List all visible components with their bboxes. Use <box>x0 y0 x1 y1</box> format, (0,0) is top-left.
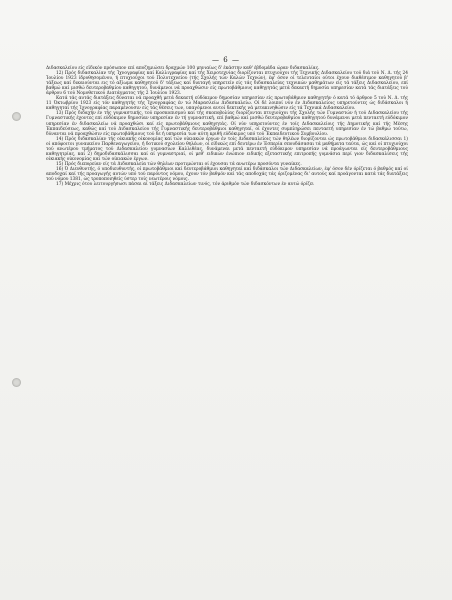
paragraph: Κατά τάς αυτάς διατάξεις δύναται νά προαχθή μετά δεκαετή εύδόκιμον δημοσίαν υπηρεσίαν είς πρωτοβάθμιον καθηγητήν ό κατά τό άρθρον 5 τού Ν. Δ. τής 11 Όκτωβρίου 1923 είς τόν καθηγητής τής Ίχνογραφίας έν τώ Μαρασλείω Διδασκαλείω. Οί δέ λοιποί νύν έν Διδασκαλείοις υπηρετούντες ώς διδάσκαλοι ή καθηγηταί τής Ίχνογραφίας παραμένουσιν είς τάς θέσεις των, υπαγόμενοι αυτοί δεκτικής νά μετακινηθώσιν είς τά Τεχνικά Διδασκαλείου. <box>46 96 408 112</box>
paragraph: 15) Πρός διεπορείαν είς τά Διδασκαλεία τών θηλέων προτιμώνται οί έχουσαι τά ανωτέρω προσόντα γυναίκες. <box>56 161 302 167</box>
paragraph: 16) Ό Διευθυντής, ό υποδιευθυντής, οί πρωτοβάθμιοι καί δευτεροβάθμιοι καθηγηταί καί διδάσκαλοι τών Διδασκαλείων, έφ' όσον δέν όρίζεται ό βαθμός καί οί αποδοχαί καί τής προαγωγής αυτών υπό τού παρόντος νόμου, έχουν τόν βαθμόν καί τάς αποδοχάς τάς όριζομένας δι' αυτούς καί προάγονται κατά τάς διατάξεις τού νόμου 1381, ώς τροποποιηθείς ύστερ τοίς νεωτέροις νόμοις. <box>46 166 408 183</box>
punch-hole <box>12 378 21 387</box>
punch-hole <box>12 112 21 121</box>
paragraph: 14) Πρός διδασκαλίαν τής οίκιακής οίκονομίας καί τών οίκιακών έργων έν τοίς Διδασκαλείοις τών θηλέων διορίζονται ώς πρωτοβάθμιοι διδασκάλισσαι 1) οί απόφοιτοι γυναικείου Παρθεναγωγείου, ή δοτικού σχολείου θηλέων, οί είδικώς επί δευτέρω έν Έσπερία σπουδάσασαι τά μαθήματα ταύτα, ώς καί οί πτυχιούχοι τού ανωτέρου τμήματος τού Διδασκαλείου γυμνασίων Καλλιθέας, δυνάμεναι μετά πενταετή εύδόκιμον υπηρεσίαν νά προάγωνται είς δευτεροβάθμιους καθηγητρίας, καί 2) δημοδιδασκάλισσαι καί αί γυμναστριαί, οί μεθ' ειδικών ένώπιον ειδικής εξεταστικής επιτροπής γυμνάσια περί γιον διδασκαλίσεις τής οίκιακής οίκονομίας καί τών οίκιακών έργων. <box>46 136 408 162</box>
paragraph: Διδασκαλείου είς εϊδικόν πρόσωπον επί αποζημιώσει δραχμών 100 μηνιαίως δ' έκάστην καθ' έβδομάδα ώραν διδασκαλίας. <box>46 66 320 71</box>
page-number: — 6 — <box>212 56 240 64</box>
document-body <box>46 66 408 187</box>
paragraph: 12) Πρός διδασκαλίαν τής Ίχνογραφίας καί Καλλιγραφίας καί τής Χειροτεχνίας διορίζονται πτυχιούχοι τής Τεχνικής Διδασκαλείου τού διά τού Ν. Δ. τής 24 Ίουλίου 1923 ίδρυθησομένου, ή πτυχιούχοι τού Πολυτεχνείου (τής Σχολής τών Καλών Τεχνών), έφ' όσον οί τελευταίοι ούτοι έχουν διαθέσιμον καθηγητού β' τάξεως καί δικαιούνται εις τό αξίωμα καθηγητού δ' τάξεως καί διαταγή υπηρετείν είς τάς διδασκαλείας τεχνικών μαθημάτων είς τά τάξεις Διδασκαλείου, επί βαθμώ καί μισθώ δευτεροβαθμίου καθηγητού, δυνάμενοι νά προαχθώσιν είς πρωτοβάθμιους καθηγητάς μετά δεκαετή δημοσία υπηρεσίαν κατά τάς διατάξεις τού άρθρου 6 τού Νομοθετικού Διατάγματος τής 2 Ίουλίου 1923. <box>46 71 408 97</box>
paragraph: 17) Μέχρις ότου λειτουργήσωσι πάσαι αί τάξεις Διδασκαλείων τινός, τόν άριθμόν τών διδασκόντων έν αυτώ όρίζει <box>56 182 314 188</box>
paragraph: 13) Πρός διδαχήν έν τής γυμναστικής, τού προσκοπισμού καί τής σκοποβολίας διορίζονται πτυχιούχοι τής Σχολής τών Γυμναστών ή τού Διδασκαλείου τής Γυμναστικής έχοντες επί εύδόκιμον δημοσίαν υπηρεσίαν έν τή γυμναστική, επί βαθμώ καί μισθώ δευτεροβαθμίου καθηγητού δυνάμενοι μετά πενταετή εύδόκιμον υπηρεσίαν έν διδασκαλείω νά προαχθώσι καί είς πρωτοβάθμιους καθηγητάς. Οί νύν υπηρετούντες έν τοίς Διδασκαλείοις τής Δημοτικής καί τής Μέσης Έκπαιδεύσεως, καθώς καί τού Διδασκαλείου τής Γυμναστικής δευτεροβάθμιοι καθηγηταί, οί έχοντες συμπληρώσει πενταετή υπηρεσίαν έν τώ βαθμώ τούτω, δύνανται νά προαχθώσιν είς πρωτοβάθμιους τού δε ή υπηρεσία των αύτη κριθή εύδόκιμος υπό τού Έκπαιδευτικού Συμβουλίου. <box>46 111 408 137</box>
